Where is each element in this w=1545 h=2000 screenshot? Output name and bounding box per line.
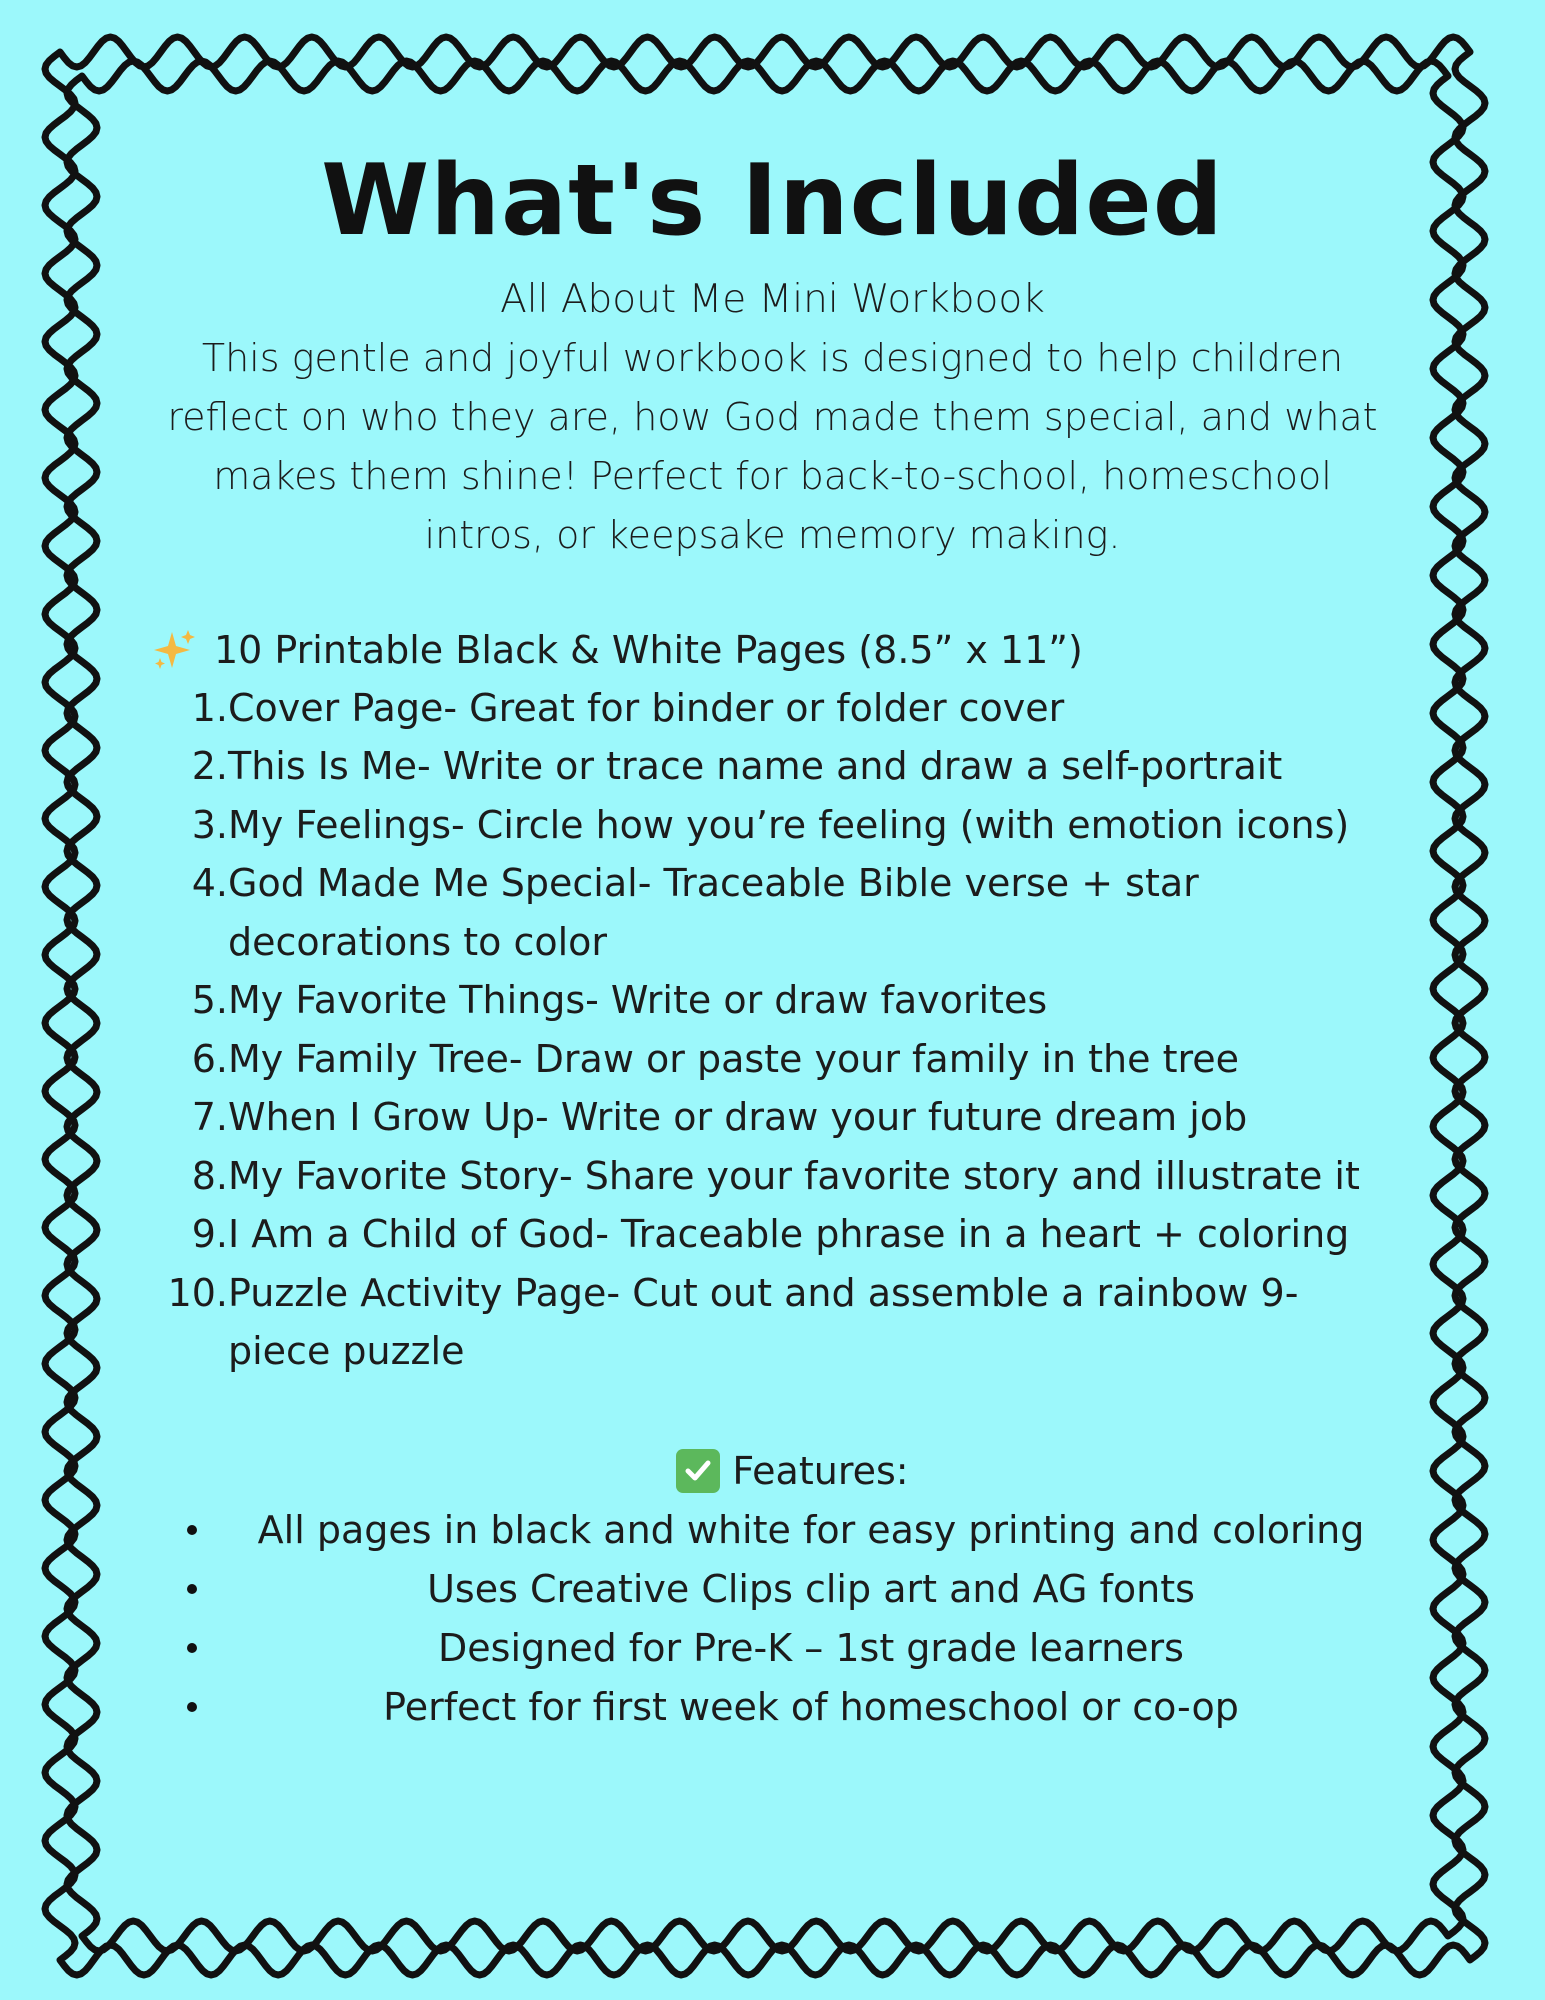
list-item xyxy=(140,854,1405,971)
features-heading xyxy=(180,1441,1405,1501)
bullet-icon xyxy=(187,1525,197,1535)
list-item-text: God Made Me Special- Traceable Bible verse + star decorations to color xyxy=(228,861,1199,964)
list-item-text: This Is Me- Write or trace name and draw a self-portrait xyxy=(228,744,1283,789)
list-item-text: Cover Page- Great for binder or folder cover xyxy=(228,685,1065,730)
list-item-text: I Am a Child of God- Traceable phrase in a heart + coloring xyxy=(228,1212,1350,1257)
list-item xyxy=(140,737,1405,796)
list-item-number: 2. xyxy=(191,744,228,789)
feature-text: Perfect for first week of homeschool or co-op xyxy=(383,1684,1239,1729)
bullet-icon xyxy=(187,1584,197,1594)
list-item-number: 9. xyxy=(191,1212,228,1257)
feature-text: Uses Creative Clips clip art and AG fonts xyxy=(427,1566,1195,1611)
list-item-text: My Feelings- Circle how you’re feeling (with emotion icons) xyxy=(228,802,1350,847)
feature-item xyxy=(140,1678,1405,1737)
list-item-text: My Family Tree- Draw or paste your family in the tree xyxy=(228,1036,1240,1081)
list-item-text: Puzzle Activity Page- Cut out and assemble a rainbow 9-piece puzzle xyxy=(228,1270,1299,1374)
list-item-text: My Favorite Things- Write or draw favorites xyxy=(228,978,1048,1023)
list-item-text: My Favorite Story- Share your favorite story and illustrate it xyxy=(228,1153,1360,1198)
list-item-number: 4. xyxy=(191,861,228,906)
workbook-subtitle: All About Me Mini Workbook xyxy=(500,276,1045,322)
list-item-number: 8. xyxy=(191,1153,228,1198)
feature-item xyxy=(140,1560,1405,1619)
content-area xyxy=(140,144,1405,1737)
list-item xyxy=(140,679,1405,738)
list-item xyxy=(140,971,1405,1030)
list-item xyxy=(140,796,1405,855)
list-item-number: 7. xyxy=(191,1095,228,1140)
list-item-number: 3. xyxy=(191,802,228,847)
pages-section-heading xyxy=(152,621,1405,679)
feature-text: All pages in black and white for easy printing and coloring xyxy=(257,1507,1365,1552)
bullet-icon xyxy=(187,1702,197,1712)
page-list xyxy=(140,679,1405,1381)
list-item xyxy=(140,1264,1405,1381)
list-item xyxy=(140,1030,1405,1089)
list-item-number: 1. xyxy=(191,685,228,730)
list-item xyxy=(140,1147,1405,1206)
page-title: What's Included xyxy=(321,144,1224,258)
check-mark-icon xyxy=(676,1449,720,1493)
list-item xyxy=(140,1205,1405,1264)
features-list xyxy=(140,1501,1405,1737)
intro-paragraph: This gentle and joyful workbook is designed to help children reflect on who they are, how God made them special, and what makes them shine! Perfect for back-to-school, homeschool intros, or keepsake memory making. xyxy=(167,335,1378,557)
pages-heading-text: 10 Printable Black & White Pages (8.5” x 11”) xyxy=(214,627,1083,672)
list-item-number: 5. xyxy=(191,978,228,1023)
sparkles-icon xyxy=(152,628,196,672)
list-item xyxy=(140,1088,1405,1147)
list-item-number: 10. xyxy=(167,1270,228,1315)
list-item-text: When I Grow Up- Write or draw your future dream job xyxy=(228,1095,1248,1140)
feature-text: Designed for Pre-K – 1st grade learners xyxy=(438,1625,1184,1670)
bullet-icon xyxy=(187,1643,197,1653)
feature-item xyxy=(140,1501,1405,1560)
list-item-number: 6. xyxy=(191,1036,228,1081)
feature-item xyxy=(140,1619,1405,1678)
features-heading-text: Features: xyxy=(732,1448,909,1493)
